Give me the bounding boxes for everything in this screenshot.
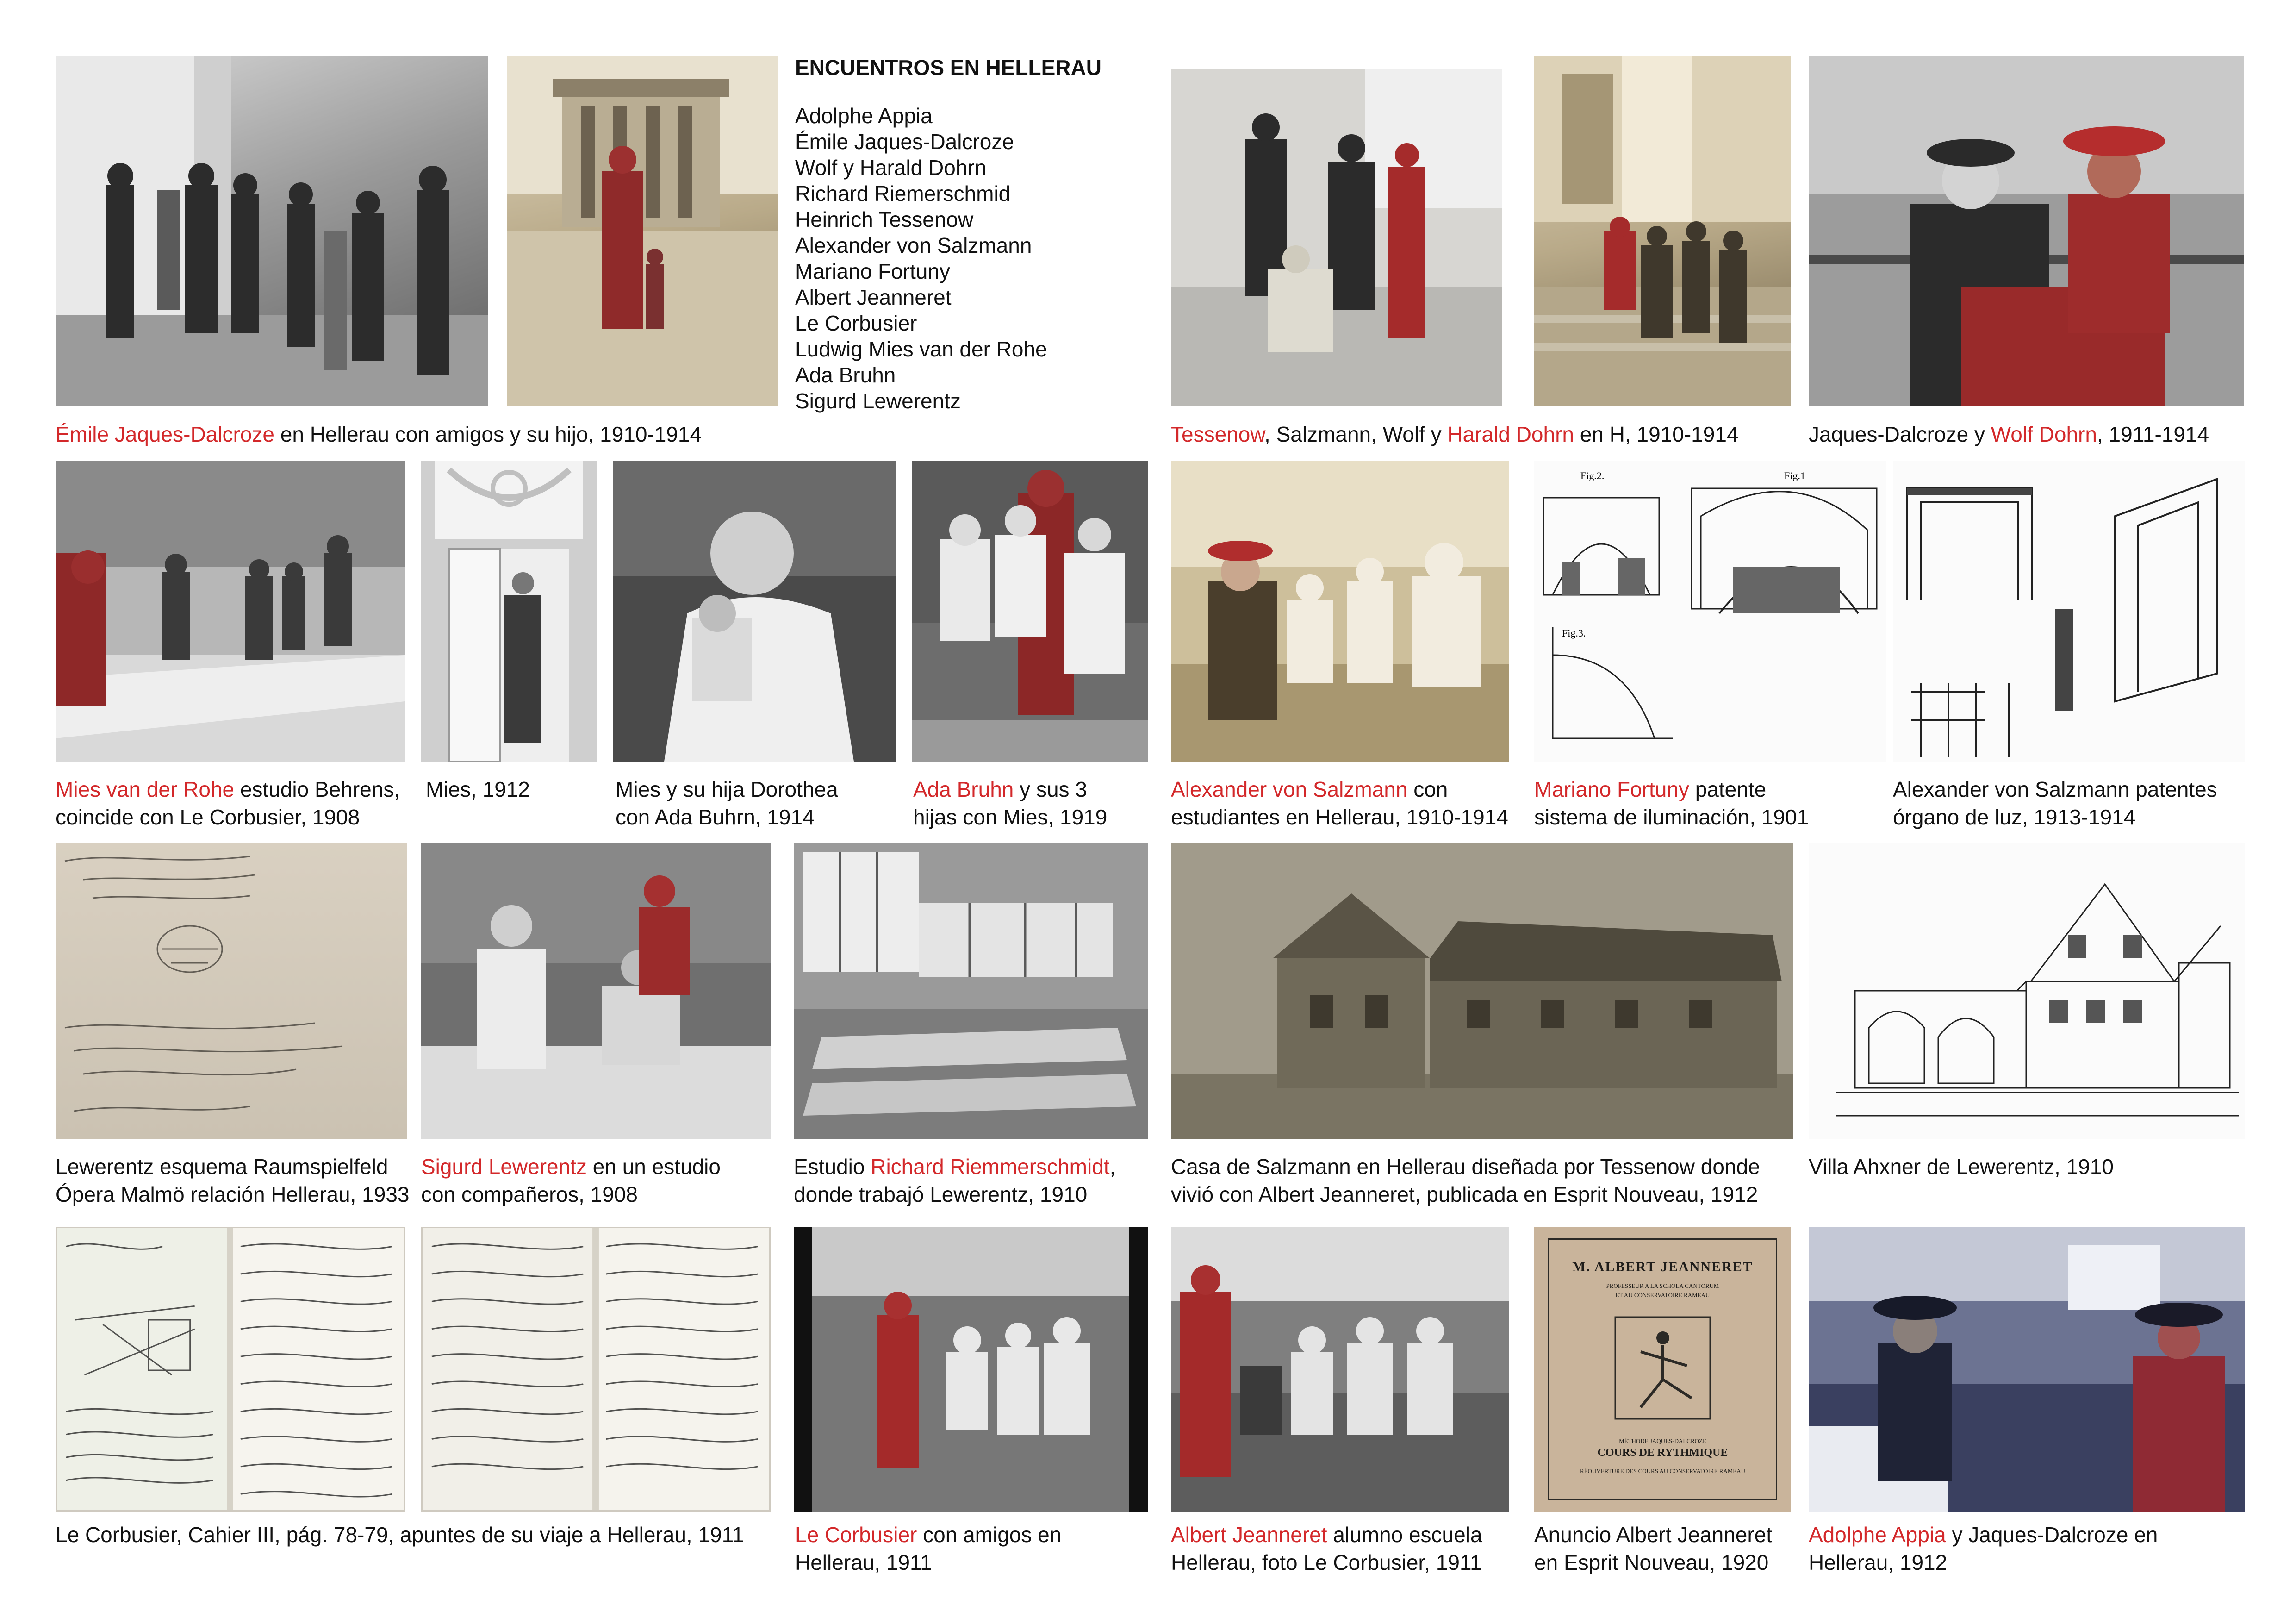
fig1-label: Fig.1 bbox=[1784, 470, 1805, 481]
names-list-item: Alexander von Salzmann bbox=[795, 233, 1032, 257]
names-list-item: Ada Bruhn bbox=[795, 363, 896, 387]
caption-text: hijas con Mies, 1919 bbox=[913, 805, 1108, 829]
photo-mies-daughter bbox=[613, 461, 896, 762]
drawing-villa-ahxner bbox=[1809, 843, 2245, 1139]
caption-text: , bbox=[1109, 1155, 1116, 1179]
names-list-item: Émile Jaques-Dalcroze bbox=[795, 130, 1014, 154]
notebook-page-78 bbox=[56, 1227, 405, 1512]
names-list-item: Mariano Fortuny bbox=[795, 259, 950, 283]
caption-text: órgano de luz, 1913-1914 bbox=[1893, 805, 2136, 829]
caption-dalcroze-dohrn bbox=[1809, 420, 2209, 448]
names-list-item: Adolphe Appia bbox=[795, 104, 933, 128]
drawing-fortuny-patent bbox=[1534, 461, 1886, 762]
caption-text: , Salzmann, Wolf y bbox=[1264, 422, 1448, 446]
caption-text: Anuncio Albert Jeanneret bbox=[1534, 1523, 1773, 1547]
caption-poster bbox=[1534, 1521, 1772, 1576]
caption-lewerentz-studio bbox=[421, 1153, 721, 1208]
names-list-item: Wolf y Harald Dohrn bbox=[795, 156, 987, 180]
caption-text: Alexander von Salzmann patentes bbox=[1893, 777, 2217, 801]
photo-riemerschmid-studio bbox=[794, 843, 1148, 1139]
photo-behrens-studio bbox=[56, 461, 405, 762]
photo-tessenow-group bbox=[1171, 69, 1502, 406]
caption-text: sistema de iluminación, 1901 bbox=[1534, 805, 1809, 829]
caption-text: y sus 3 bbox=[1014, 777, 1087, 801]
caption-text: Jaques-Dalcroze y bbox=[1809, 422, 1991, 446]
photo-albert-jeanneret bbox=[1171, 1227, 1509, 1512]
caption-tessenow-group bbox=[1171, 420, 1739, 448]
caption-highlight: Mies van der Rohe bbox=[56, 777, 235, 801]
photo-dalcroze-dohrn bbox=[1809, 56, 2244, 406]
caption-highlight: Richard Riemmerschmidt bbox=[871, 1155, 1110, 1179]
poster-albert-jeanneret bbox=[1534, 1227, 1791, 1512]
caption-text: alumno escuela bbox=[1327, 1523, 1482, 1547]
sketch-lewerentz-raumspielfeld bbox=[56, 843, 407, 1139]
caption-highlight: Sigurd Lewerentz bbox=[421, 1155, 587, 1179]
caption-text: estudiantes en Hellerau, 1910-1914 bbox=[1171, 805, 1508, 829]
caption-text: en Hellerau con amigos y su hijo, 1910-1914 bbox=[274, 422, 702, 446]
caption-text: Estudio bbox=[794, 1155, 871, 1179]
caption-salzmann-patent bbox=[1893, 775, 2217, 831]
caption-text: , 1911-1914 bbox=[2097, 422, 2209, 446]
poster-subtitle: ET AU CONSERVATOIRE RAMEAU bbox=[1615, 1292, 1710, 1299]
caption-highlight: Tessenow bbox=[1171, 422, 1265, 446]
poster-course: COURS DE RYTHMIQUE bbox=[1597, 1447, 1728, 1459]
poster-subtitle: PROFESSEUR A LA SCHOLA CANTORUM bbox=[1606, 1282, 1719, 1289]
caption-highlight: Mariano Fortuny bbox=[1534, 777, 1689, 801]
caption-text: con Ada Buhrn, 1914 bbox=[616, 805, 815, 829]
caption-dalcroze-friends bbox=[56, 420, 702, 448]
caption-highlight: Le Corbusier bbox=[795, 1523, 917, 1547]
caption-salzmann-students bbox=[1171, 775, 1508, 831]
photo-lewerentz-studio bbox=[421, 843, 771, 1139]
photo-dalcroze-friends bbox=[56, 56, 488, 406]
caption-highlight: Albert Jeanneret bbox=[1171, 1523, 1327, 1547]
caption-text: y Jaques-Dalcroze en bbox=[1946, 1523, 2158, 1547]
caption-text: Hellerau, foto Le Corbusier, 1911 bbox=[1171, 1550, 1482, 1574]
poster-reopening: RÉOUVERTURE DES COURS AU CONSERVATOIRE RAMEAU bbox=[1580, 1468, 1746, 1474]
caption-text: Hellerau, 1912 bbox=[1809, 1550, 1948, 1574]
caption-text: con compañeros, 1908 bbox=[421, 1182, 638, 1206]
caption-lecorbusier-friends bbox=[795, 1521, 1061, 1576]
caption-text: Ópera Malmö relación Hellerau, 1933 bbox=[56, 1182, 410, 1206]
caption-text: estudio Behrens, bbox=[234, 777, 400, 801]
caption-highlight: Alexander von Salzmann bbox=[1171, 777, 1408, 801]
caption-text: con bbox=[1407, 777, 1448, 801]
names-list-item: Sigurd Lewerentz bbox=[795, 389, 961, 413]
names-list-item: Le Corbusier bbox=[795, 311, 917, 335]
caption-text: patente bbox=[1689, 777, 1767, 801]
names-list bbox=[795, 103, 1047, 414]
caption-text: Lewerentz esquema Raumspielfeld bbox=[56, 1155, 388, 1179]
caption-text: coincide con Le Corbusier, 1908 bbox=[56, 805, 360, 829]
photo-tessenow-steps bbox=[1534, 56, 1791, 406]
caption-text: Mies y su hija Dorothea bbox=[616, 777, 838, 801]
photo-mies-1912 bbox=[421, 461, 597, 762]
photo-dalcroze-son bbox=[507, 56, 778, 406]
photo-lecorbusier-friends bbox=[794, 1227, 1148, 1512]
caption-text: Villa Ahxner de Lewerentz, 1910 bbox=[1809, 1155, 2114, 1179]
dancer-figure bbox=[1613, 1315, 1712, 1421]
caption-behrens-studio bbox=[56, 775, 400, 831]
photo-salzmann-students bbox=[1171, 461, 1509, 762]
caption-text: Casa de Salzmann en Hellerau diseñada por Tessenow donde bbox=[1171, 1155, 1760, 1179]
names-list-item: Albert Jeanneret bbox=[795, 285, 952, 309]
caption-albert-jeanneret bbox=[1171, 1521, 1482, 1576]
caption-salzmann-house bbox=[1171, 1153, 1760, 1208]
caption-highlight: Harald Dohrn bbox=[1447, 422, 1574, 446]
caption-text: Mies, 1912 bbox=[426, 777, 530, 801]
caption-text: con amigos en bbox=[917, 1523, 1062, 1547]
caption-highlight: Émile Jaques-Dalcroze bbox=[56, 422, 274, 446]
photo-salzmann-house bbox=[1171, 843, 1793, 1139]
names-list-item: Ludwig Mies van der Rohe bbox=[795, 337, 1047, 361]
caption-riemerschmid-studio bbox=[794, 1153, 1115, 1208]
caption-lewerentz-raumspielfeld bbox=[56, 1153, 410, 1208]
caption-text: vivió con Albert Jeanneret, publicada en Esprit Nouveau, 1912 bbox=[1171, 1182, 1758, 1206]
page-title: ENCUENTROS EN HELLERAU bbox=[795, 56, 1101, 80]
caption-text: en Esprit Nouveau, 1920 bbox=[1534, 1550, 1769, 1574]
caption-text: en H, 1910-1914 bbox=[1574, 422, 1739, 446]
poster-name: M. ALBERT JEANNERET bbox=[1572, 1259, 1753, 1274]
drawing-salzmann-patent bbox=[1893, 461, 2245, 762]
caption-text: donde trabajó Lewerentz, 1910 bbox=[794, 1182, 1088, 1206]
names-list-item: Richard Riemerschmid bbox=[795, 181, 1011, 206]
names-list-item: Heinrich Tessenow bbox=[795, 207, 974, 231]
caption-villa-ahxner bbox=[1809, 1153, 2114, 1181]
caption-highlight: Adolphe Appia bbox=[1809, 1523, 1946, 1547]
caption-text: Le Corbusier, Cahier III, pág. 78-79, apuntes de su viaje a Hellerau, 1911 bbox=[56, 1523, 744, 1547]
caption-fortuny-patent bbox=[1534, 775, 1809, 831]
caption-text: en un estudio bbox=[586, 1155, 721, 1179]
caption-bruhn-daughters bbox=[913, 775, 1107, 831]
fig2-label: Fig.2. bbox=[1580, 470, 1605, 481]
caption-mies-1912 bbox=[426, 775, 530, 803]
fig3-label: Fig.3. bbox=[1562, 627, 1586, 639]
caption-notebook bbox=[56, 1521, 744, 1549]
caption-highlight: Wolf Dohrn bbox=[1991, 422, 2097, 446]
notebook-page-79 bbox=[421, 1227, 771, 1512]
photo-bruhn-daughters bbox=[912, 461, 1148, 762]
caption-text: Hellerau, 1911 bbox=[795, 1550, 932, 1574]
caption-appia-dalcroze bbox=[1809, 1521, 2158, 1576]
caption-mies-daughter bbox=[616, 775, 838, 831]
caption-highlight: Ada Bruhn bbox=[913, 777, 1014, 801]
poster-method: MÉTHODE JAQUES-DALCROZE bbox=[1619, 1437, 1706, 1444]
photo-appia-dalcroze bbox=[1809, 1227, 2245, 1512]
